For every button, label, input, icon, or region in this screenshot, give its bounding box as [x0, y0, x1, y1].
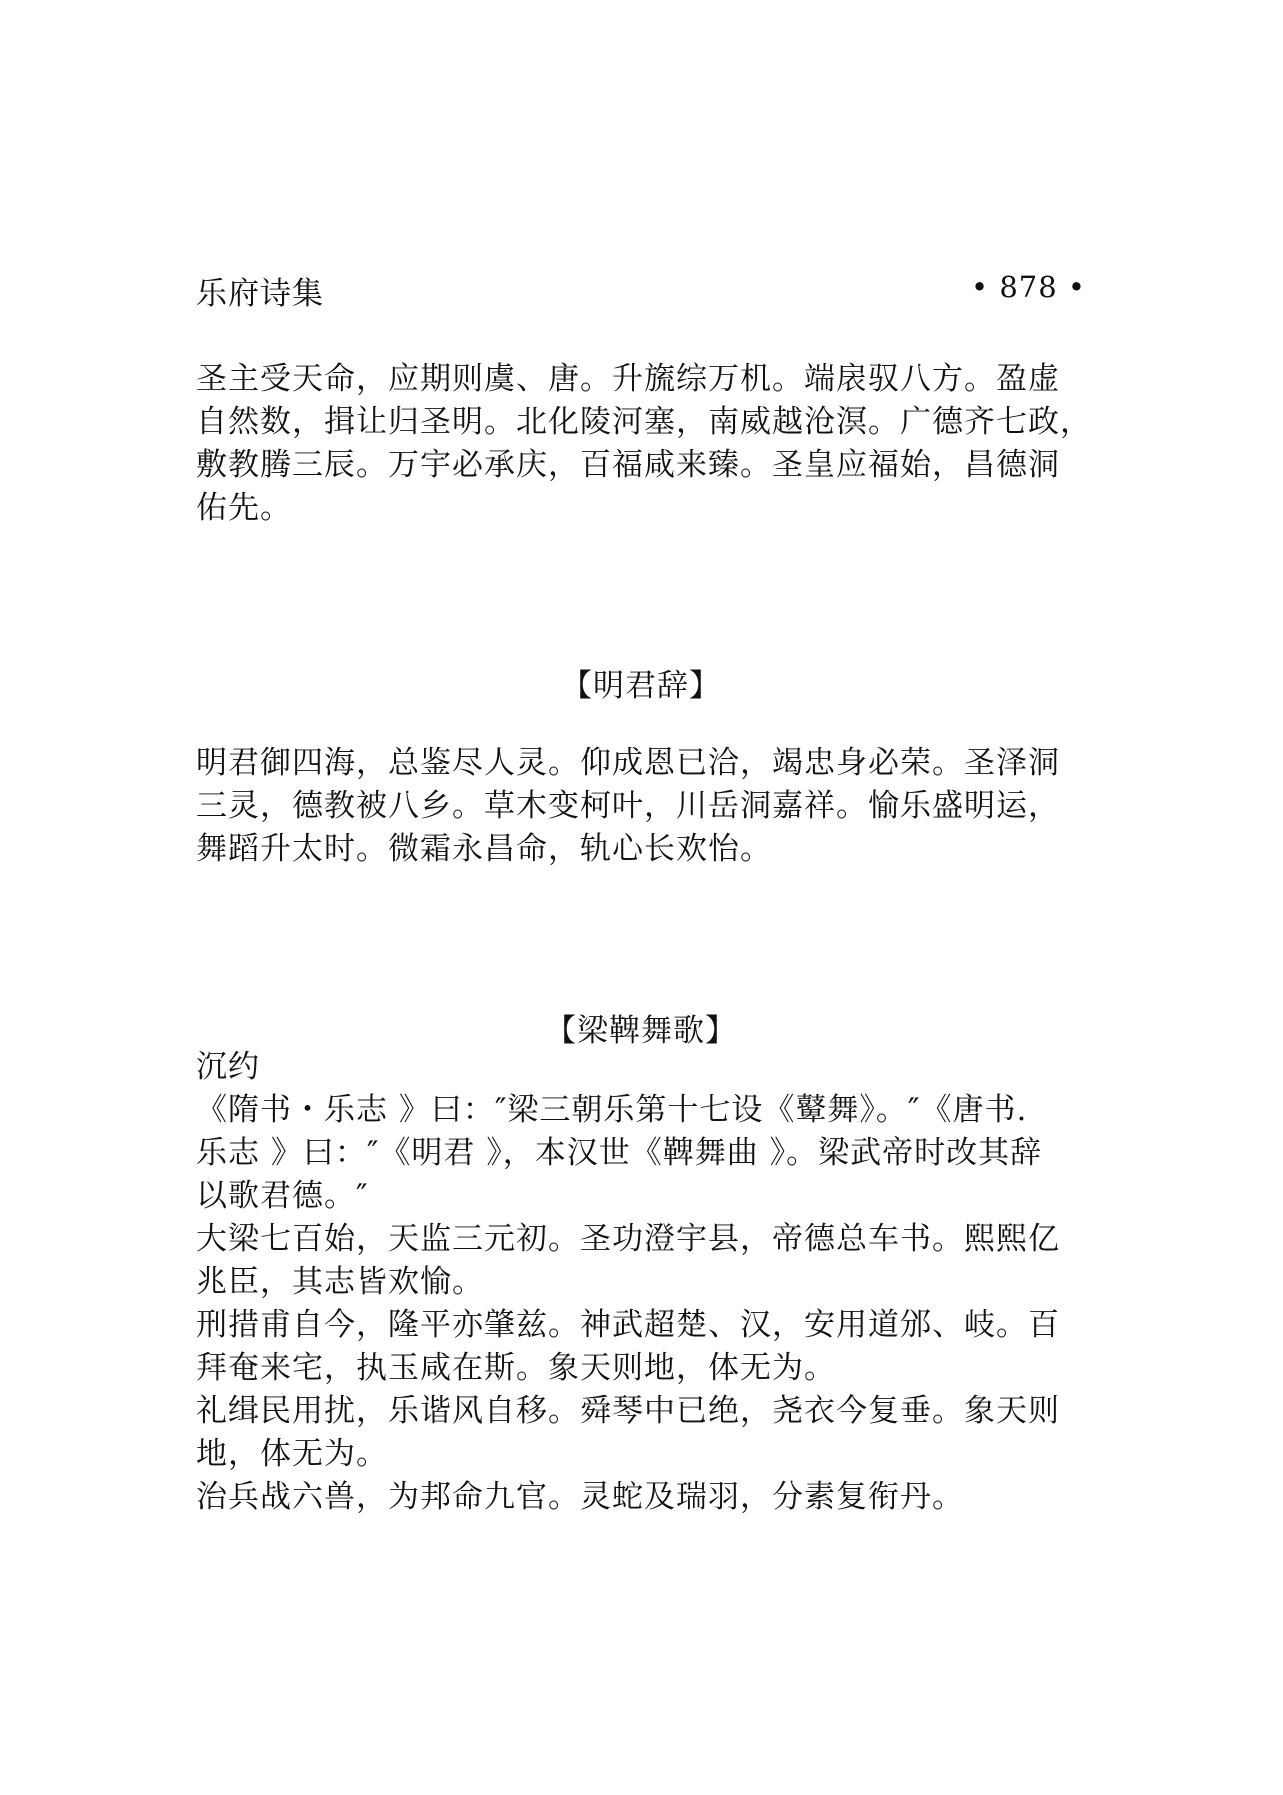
section-title-liang-bi-wu-ge: 【梁鞞舞歌】: [545, 1013, 737, 1049]
text-line: 治兵战六兽，为邦命九官。灵蛇及瑞羽，分素复衔丹。: [196, 1479, 964, 1515]
text-line: 礼缉民用扰，乐谐风自移。舜琴中已绝，尧衣今复垂。象天则: [196, 1393, 1060, 1429]
text-line: 刑措甫自今，隆平亦肇兹。神武超楚、汉，安用道邠、岐。百: [196, 1307, 1060, 1343]
poem-section-1: [196, 358, 1096, 530]
text-line: 地，体无为。: [196, 1436, 388, 1472]
text-line: 拜奄来宅，执玉咸在斯。象天则地，体无为。: [196, 1350, 836, 1386]
page-number: • 878 •: [971, 270, 1086, 304]
text-line: 佑先。: [196, 490, 292, 526]
poem-section-2: [196, 742, 1096, 871]
section-title-ming-jun-ci: 【明君辞】: [561, 668, 721, 704]
author-line: 沉约: [196, 1049, 260, 1085]
text-line: 明君御四海，总鉴尽人灵。仰成恩已洽，竭忠身必荣。圣泽洞: [196, 745, 1060, 781]
text-line: 兆臣，其志皆欢愉。: [196, 1264, 484, 1300]
poem-section-3: [196, 1046, 1096, 1519]
text-line: 圣主受天命，应期则虞、唐。升旒综万机。端扆驭八方。盈虚: [196, 361, 1060, 397]
text-line: 大梁七百始，天监三元初。圣功澄宇县，帝德总车书。熙熙亿: [196, 1221, 1060, 1257]
text-line: 三灵，德教被八乡。草木变柯叶，川岳洞嘉祥。愉乐盛明运，: [196, 788, 1060, 824]
book-title: 乐府诗集: [196, 276, 324, 312]
text-line: 乐志 》曰：″《明君 》，本汉世《鞞舞曲 》。梁武帝时改其辞: [196, 1135, 1043, 1171]
text-line: 《隋书・乐志 》曰：″梁三朝乐第十七设《鼙舞》。″《唐书.: [196, 1092, 1028, 1128]
text-line: 舞蹈升太时。微霜永昌命，轨心长欢怡。: [196, 831, 772, 867]
text-line: 以歌君德。″: [196, 1178, 369, 1214]
text-line: 敷教腾三辰。万宇必承庆，百福咸来臻。圣皇应福始，昌德洞: [196, 447, 1060, 483]
text-line: 自然数，揖让归圣明。北化陵河塞，南威越沧溟。广德齐七政，: [196, 404, 1092, 440]
page-header: [196, 268, 1086, 312]
